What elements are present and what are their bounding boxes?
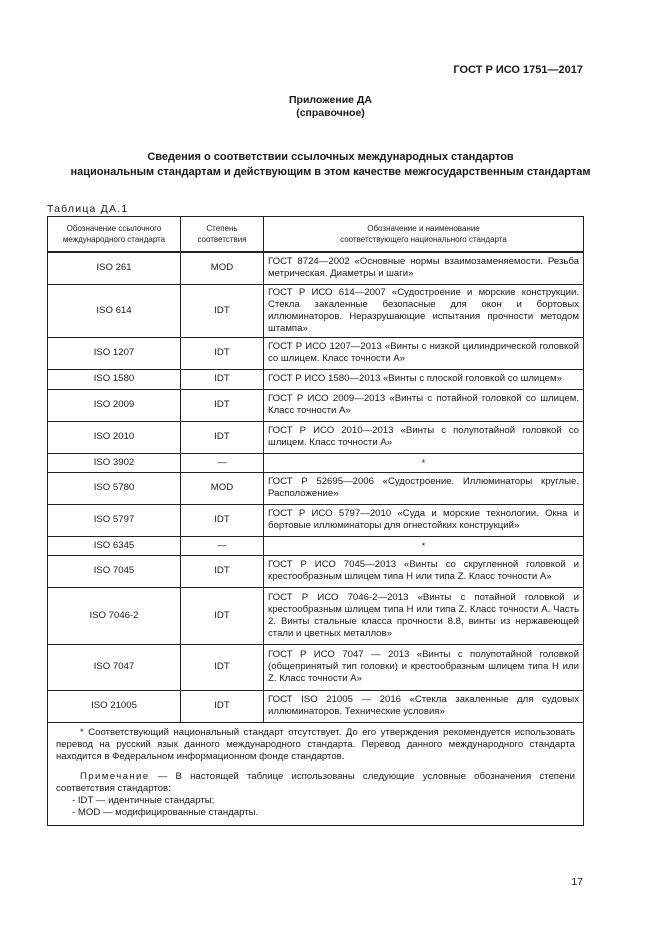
column-header-line: международного стандарта (62, 235, 166, 244)
column-header-line: Степень (206, 224, 238, 233)
national-standard-cell: ГОСТ Р ИСО 614—2007 «Судостроение и морские конструкции. Стекла закаленные безопасные для окон и бортовых иллюминаторов. Неразрушающие испытания прочности методом штампа» (264, 284, 584, 337)
international-code-cell: ISO 5780 (48, 472, 181, 504)
national-standard-cell: ГОСТ Р ИСО 5797—2010 «Суда и морские технологии. Окна и бортовые иллюминаторы для огнестойких конструкций» (264, 504, 584, 536)
annex-heading (0, 94, 661, 120)
table-row (48, 587, 584, 644)
international-code-cell: ISO 2009 (48, 389, 181, 421)
table-row (48, 389, 584, 421)
table-row (48, 369, 584, 389)
column-header-line: Обозначение и наименование (367, 224, 480, 233)
table-row (48, 284, 584, 337)
column-header-national (264, 217, 584, 253)
degree-cell: IDT (181, 504, 264, 536)
international-code-cell: ISO 21005 (48, 690, 181, 722)
national-standard-cell: ГОСТ Р ИСО 7045—2013 «Винты со скругленной головкой и крестообразным шлицем типа Н или типа Z. Класс точности А» (264, 555, 584, 587)
footnote-cell (48, 722, 584, 825)
international-code-cell: ISO 1580 (48, 369, 181, 389)
national-standard-cell: ГОСТ Р ИСО 2009—2013 «Винты с потайной головкой со шлицем. Класс точности А» (264, 389, 584, 421)
international-code-cell: ISO 7045 (48, 555, 181, 587)
national-standard-cell: * (264, 453, 584, 472)
table-row (48, 536, 584, 555)
degree-cell: IDT (181, 690, 264, 722)
national-standard-cell: ГОСТ Р ИСО 7047 — 2013 «Винты с полупотайной головкой (общепринятый тип головки) и крестообразным шлицем типа Н или Z. Класс точности А» (264, 644, 584, 690)
national-standard-cell: ГОСТ Р ИСО 7046-2—2013 «Винты с потайной головкой и крестообразным шлицем типа Н или типа Z. Класс точности А. Часть 2. Винты стальные класса прочности 8.8, винты из нержавеющей стали и цветных металлов» (264, 587, 584, 644)
degree-cell: IDT (181, 337, 264, 369)
footnote-text: * Соответствующий национальный стандарт отсутствует. До его утверждения рекомендуется использовать перевод на русский язык данного международного стандарта. Перевод данного международного стандарта находится в Федеральном информационном фонде стандартов. (56, 726, 575, 762)
international-code-cell: ISO 261 (48, 252, 181, 284)
degree-cell: IDT (181, 555, 264, 587)
section-heading-line1: Сведения о соответствии ссылочных международных стандартов (147, 151, 514, 163)
national-standard-cell: ГОСТ Р ИСО 2010—2013 «Винты с полупотайной головкой со шлицем. Класс точности А» (264, 421, 584, 453)
table-row (48, 555, 584, 587)
international-code-cell: ISO 614 (48, 284, 181, 337)
international-code-cell: ISO 5797 (48, 504, 181, 536)
document-code: ГОСТ Р ИСО 1751—2017 (453, 64, 583, 76)
table-row (48, 453, 584, 472)
degree-cell: MOD (181, 472, 264, 504)
table-row (48, 644, 584, 690)
column-header-international (48, 217, 181, 253)
column-header-line: Обозначение ссылочного (66, 224, 162, 233)
table-row (48, 504, 584, 536)
international-code-cell: ISO 6345 (48, 536, 181, 555)
column-header-line: соответствующего национального стандарта (340, 235, 507, 244)
table-row (48, 421, 584, 453)
national-standard-cell: ГОСТ Р 52695—2006 «Судостроение. Иллюминаторы круглые. Расположение» (264, 472, 584, 504)
degree-cell: IDT (181, 421, 264, 453)
note-list-item: - IDT — идентичные стандарты; (72, 794, 215, 806)
national-standard-cell: ГОСТ Р ИСО 1580—2013 «Винты с плоской головкой со шлицем» (264, 369, 584, 389)
note-paragraph (56, 771, 575, 795)
table-row (48, 472, 584, 504)
national-standard-cell: ГОСТ ISO 21005 — 2016 «Стекла закаленные для судовых иллюминаторов. Технические условия» (264, 690, 584, 722)
note-text: — В настоящей таблице использованы следующие условные обозначения степени соответствия стандартов: (56, 770, 575, 794)
column-header-degree (181, 217, 264, 253)
degree-cell: IDT (181, 284, 264, 337)
section-heading (0, 150, 661, 180)
degree-cell: — (181, 536, 264, 555)
degree-cell: — (181, 453, 264, 472)
national-standard-cell: ГОСТ Р ИСО 1207—2013 «Винты с низкой цилиндрической головкой со шлицем. Класс точности А» (264, 337, 584, 369)
column-header-line: соответствия (197, 235, 247, 244)
annex-subtitle: (справочное) (296, 107, 365, 119)
section-heading-line2: национальным стандартам и действующим в этом качестве межгосударственным стандартам (70, 166, 591, 178)
note-list-item: - MOD — модифицированные стандарты. (72, 806, 259, 818)
international-code-cell: ISO 2010 (48, 421, 181, 453)
degree-cell: IDT (181, 389, 264, 421)
table-row (48, 337, 584, 369)
degree-cell: IDT (181, 644, 264, 690)
degree-cell: IDT (181, 587, 264, 644)
table-footnote-row (48, 722, 584, 825)
international-code-cell: ISO 3902 (48, 453, 181, 472)
national-standard-cell: * (264, 536, 584, 555)
international-code-cell: ISO 7047 (48, 644, 181, 690)
international-code-cell: ISO 1207 (48, 337, 181, 369)
degree-cell: MOD (181, 252, 264, 284)
degree-cell: IDT (181, 369, 264, 389)
note-label: Примечание (80, 770, 150, 782)
table-row (48, 690, 584, 722)
annex-title: Приложение ДА (289, 94, 372, 106)
national-standard-cell: ГОСТ 8724—2002 «Основные нормы взаимозаменяемости. Резьба метрическая. Диаметры и шаги» (264, 252, 584, 284)
international-code-cell: ISO 7046-2 (48, 587, 181, 644)
table-row (48, 252, 584, 284)
correspondence-table (47, 216, 584, 826)
page-number: 17 (571, 876, 583, 888)
table-caption: Таблица ДА.1 (47, 203, 129, 215)
table-header-row (48, 217, 584, 253)
